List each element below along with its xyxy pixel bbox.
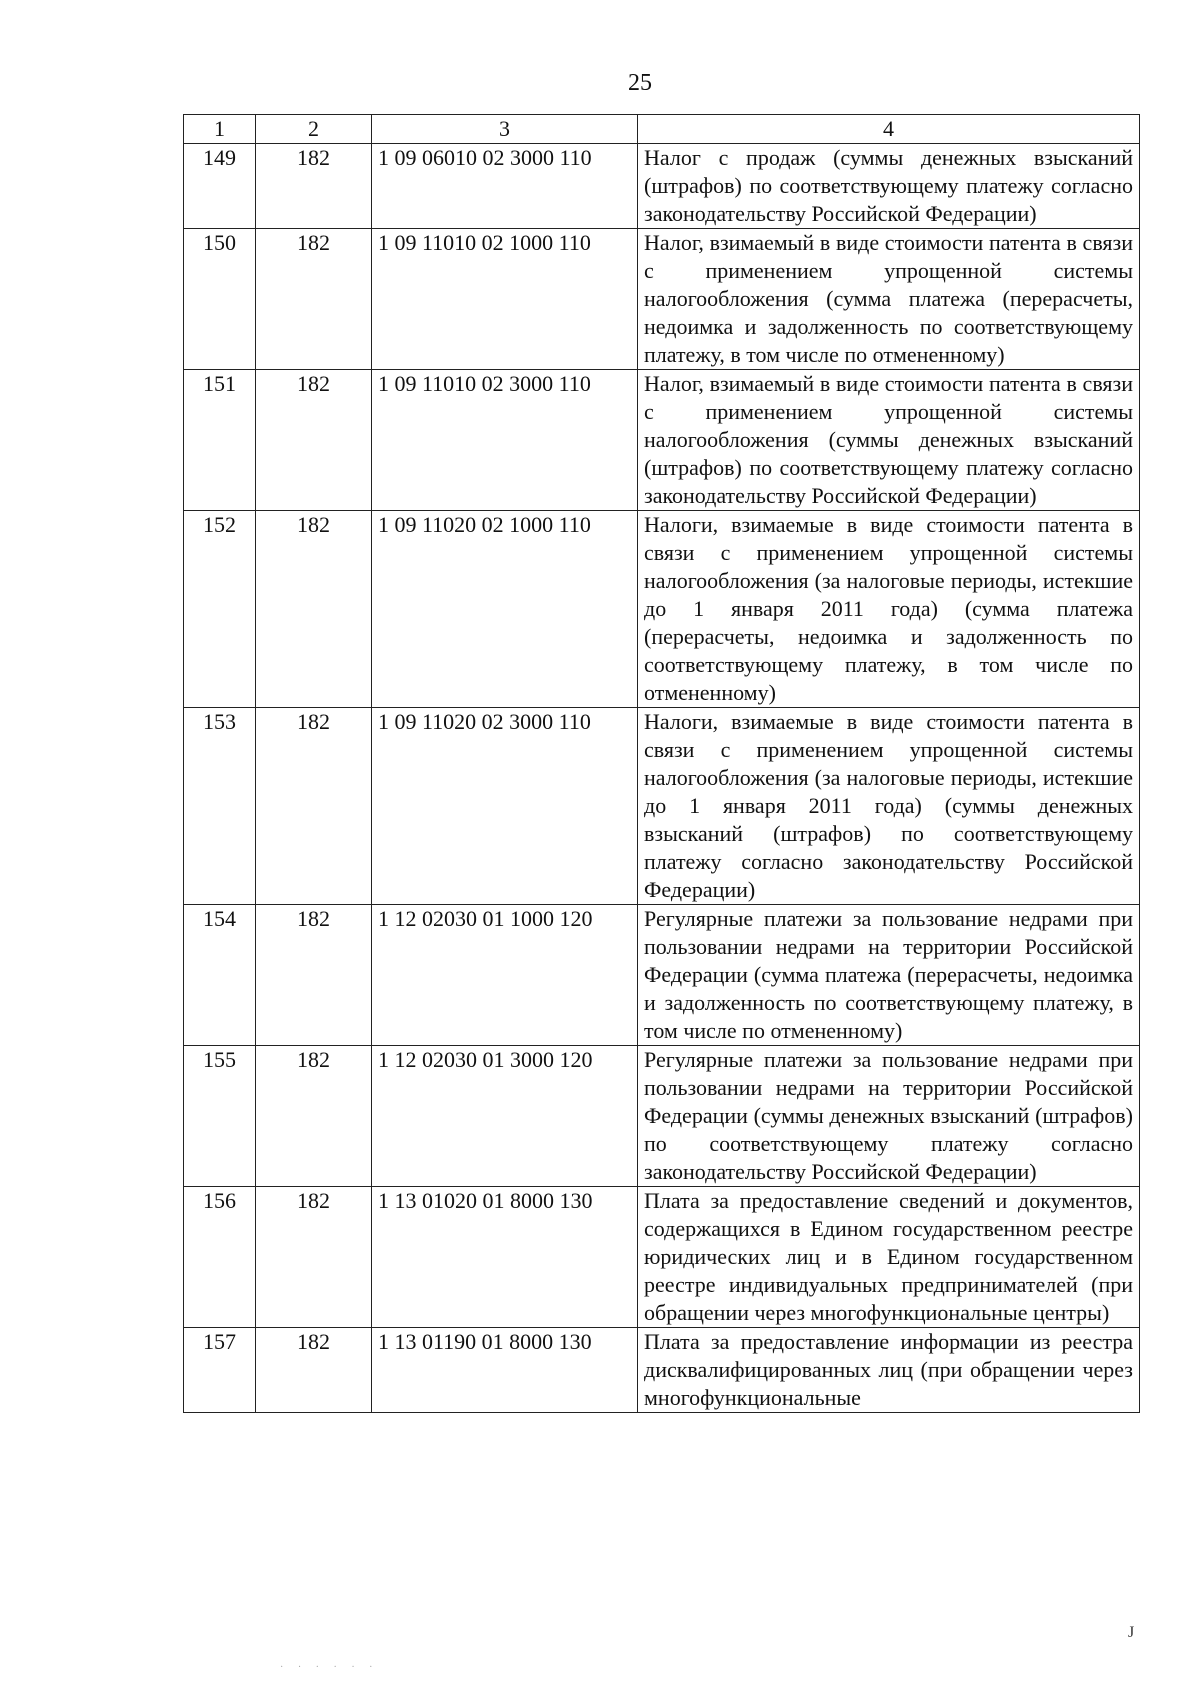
column-header-4: 4 bbox=[638, 115, 1140, 144]
row-number: 155 bbox=[184, 1046, 256, 1187]
revenue-description: Налоги, взимаемые в виде стоимости патента в связи с применением упрощенной системы налогообложения (за налоговые периоды, истекшие до 1 января 2011 года) (сумма платежа (перерасчеты, недоимка и задолженность по соответствующему платежу, в том числе по отмененному) bbox=[638, 511, 1140, 708]
revenue-description: Регулярные платежи за пользование недрами при пользовании недрами на территории Российской Федерации (сумма платежа (перерасчеты, недоимка и задолженность по соответствующему платежу, в том числе по отмененному) bbox=[638, 905, 1140, 1046]
table-row bbox=[184, 229, 1140, 370]
table-row bbox=[184, 1328, 1140, 1413]
row-number: 150 bbox=[184, 229, 256, 370]
admin-code: 182 bbox=[256, 708, 372, 905]
admin-code: 182 bbox=[256, 229, 372, 370]
table-header-row bbox=[184, 115, 1140, 144]
table-row bbox=[184, 370, 1140, 511]
row-number: 156 bbox=[184, 1187, 256, 1328]
revenue-code: 1 09 11020 02 3000 110 bbox=[372, 708, 638, 905]
revenue-code: 1 13 01190 01 8000 130 bbox=[372, 1328, 638, 1413]
table-row bbox=[184, 905, 1140, 1046]
column-header-1: 1 bbox=[184, 115, 256, 144]
admin-code: 182 bbox=[256, 511, 372, 708]
revenue-code: 1 09 11020 02 1000 110 bbox=[372, 511, 638, 708]
table-row bbox=[184, 1187, 1140, 1328]
revenue-description: Регулярные платежи за пользование недрами при пользовании недрами на территории Российской Федерации (суммы денежных взысканий (штрафов) по соответствующему платежу согласно законодательству Российской Федерации) bbox=[638, 1046, 1140, 1187]
admin-code: 182 bbox=[256, 144, 372, 229]
row-number: 152 bbox=[184, 511, 256, 708]
admin-code: 182 bbox=[256, 1328, 372, 1413]
table-row bbox=[184, 144, 1140, 229]
row-number: 149 bbox=[184, 144, 256, 229]
scan-artifact: · · · · · · bbox=[280, 1662, 379, 1673]
revenue-description: Налоги, взимаемые в виде стоимости патента в связи с применением упрощенной системы налогообложения (за налоговые периоды, истекшие до 1 января 2011 года) (суммы денежных взысканий (штрафов) по соответствующему платежу согласно законодательству Российской Федерации) bbox=[638, 708, 1140, 905]
page-number: 25 bbox=[628, 70, 652, 96]
row-number: 153 bbox=[184, 708, 256, 905]
revenue-description: Налог с продаж (суммы денежных взысканий (штрафов) по соответствующему платежу согласно законодательству Российской Федерации) bbox=[638, 144, 1140, 229]
corner-mark: J bbox=[1128, 1624, 1135, 1641]
admin-code: 182 bbox=[256, 905, 372, 1046]
revenue-description: Плата за предоставление информации из реестра дисквалифицированных лиц (при обращении через многофункциональные bbox=[638, 1328, 1140, 1413]
table-row bbox=[184, 511, 1140, 708]
revenue-code: 1 12 02030 01 3000 120 bbox=[372, 1046, 638, 1187]
row-number: 157 bbox=[184, 1328, 256, 1413]
admin-code: 182 bbox=[256, 370, 372, 511]
revenue-code: 1 09 11010 02 1000 110 bbox=[372, 229, 638, 370]
table-row bbox=[184, 708, 1140, 905]
column-header-2: 2 bbox=[256, 115, 372, 144]
table-row bbox=[184, 1046, 1140, 1187]
row-number: 154 bbox=[184, 905, 256, 1046]
revenue-description: Налог, взимаемый в виде стоимости патента в связи с применением упрощенной системы налогообложения (суммы денежных взысканий (штрафов) по соответствующему платежу согласно законодательству Российской Федерации) bbox=[638, 370, 1140, 511]
revenue-description: Налог, взимаемый в виде стоимости патента в связи с применением упрощенной системы налогообложения (сумма платежа (перерасчеты, недоимка и задолженность по соответствующему платежу, в том числе по отмененному) bbox=[638, 229, 1140, 370]
revenue-code: 1 09 06010 02 3000 110 bbox=[372, 144, 638, 229]
admin-code: 182 bbox=[256, 1046, 372, 1187]
admin-code: 182 bbox=[256, 1187, 372, 1328]
column-header-3: 3 bbox=[372, 115, 638, 144]
revenue-code: 1 13 01020 01 8000 130 bbox=[372, 1187, 638, 1328]
revenue-code: 1 12 02030 01 1000 120 bbox=[372, 905, 638, 1046]
revenue-code: 1 09 11010 02 3000 110 bbox=[372, 370, 638, 511]
revenue-description: Плата за предоставление сведений и документов, содержащихся в Едином государственном реестре юридических лиц и в Едином государственном реестре индивидуальных предпринимателей (при обращении через многофункциональные центры) bbox=[638, 1187, 1140, 1328]
row-number: 151 bbox=[184, 370, 256, 511]
revenue-code-table bbox=[183, 114, 1140, 1413]
